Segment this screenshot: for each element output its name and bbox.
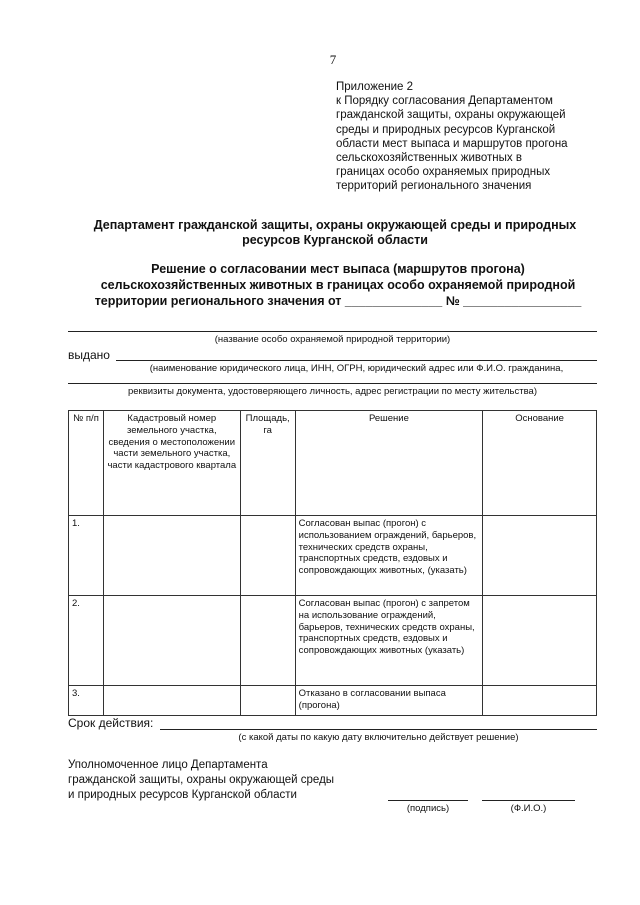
appendix-line: области мест выпаса и маршрутов прогона (336, 137, 568, 150)
row-number: 1. (69, 516, 104, 596)
territory-caption: (название особо охраняемой природной территории) (214, 334, 451, 345)
table-row (69, 596, 597, 686)
row-area (240, 686, 295, 716)
appendix-line: среды и природных ресурсов Курганской (336, 123, 556, 136)
row-number: 3. (69, 686, 104, 716)
row-cadastral (103, 686, 240, 716)
table-header-row (69, 411, 597, 516)
validity-line (160, 729, 597, 730)
authorized-line: гражданской защиты, охраны окружающей среды (68, 774, 335, 786)
signature-line (388, 800, 468, 801)
row-basis (483, 516, 597, 596)
authorized-line: и природных ресурсов Курганской области (68, 789, 297, 801)
appendix-line: гражданской защиты, охраны окружающей (336, 109, 566, 122)
appendix-line: к Порядку согласования Департаментом (336, 95, 553, 108)
row-basis (483, 596, 597, 686)
authorized-line: Уполномоченное лицо Департамента (68, 759, 268, 771)
decision-line: территории регионального значения от ______________ № _________________ (94, 294, 582, 308)
page-number: 7 (329, 52, 337, 67)
table-row (69, 516, 597, 596)
table-row (69, 686, 597, 716)
row-cadastral (103, 596, 240, 686)
appendix-title: Приложение 2 (336, 81, 414, 93)
header-basis: Основание (483, 411, 597, 516)
row-decision: Согласован выпас (прогон) с использованием ограждений, барьеров, технических средств охраны, транспортных средств, ездовых и сопровождающих животных, (указать) (295, 516, 483, 596)
row-basis (483, 686, 597, 716)
header-area: Площадь, га (240, 411, 295, 516)
territory-name-line (68, 331, 597, 332)
appendix-line: границах особо охраняемых природных (336, 166, 551, 179)
appendix-line: сельскохозяйственных животных в (336, 152, 522, 165)
decision-title (68, 261, 608, 309)
appendix-line: территорий регионального значения (336, 180, 532, 193)
row-area (240, 596, 295, 686)
organization-line: Департамент гражданской защиты, охраны окружающей среды и природных (93, 218, 577, 232)
row-number: 2. (69, 596, 104, 686)
decision-line: Решение о согласовании мест выпаса (маршрутов прогона) (151, 262, 525, 276)
issued-line (116, 360, 597, 361)
name-caption: (Ф.И.О.) (510, 803, 547, 814)
row-decision: Согласован выпас (прогон) с запретом на использование ограждений, барьеров, технических средств охраны, транспортных средств, ездовых и сопровождающих животных (указать) (295, 596, 483, 686)
document-line (68, 383, 597, 384)
signature-caption: (подпись) (406, 803, 450, 814)
appendix-block (336, 80, 626, 194)
validity-label: Срок действия: (68, 716, 154, 730)
document-caption: реквизиты документа, удостоверяющего личность, адрес регистрации по месту жительства) (127, 386, 537, 397)
row-area (240, 516, 295, 596)
header-cadastral: Кадастровый номер земельного участка, сведения о местоположении части земельного участка, части кадастрового квартала (103, 411, 240, 516)
header-number: № п/п (69, 411, 104, 516)
name-line (482, 800, 575, 801)
issued-caption: (наименование юридического лица, ИНН, ОГРН, юридический адрес или Ф.И.О. гражданина, (149, 363, 564, 374)
organization-title (70, 218, 600, 248)
row-decision: Отказано в согласовании выпаса (прогона) (295, 686, 483, 716)
row-cadastral (103, 516, 240, 596)
organization-line: ресурсов Курганской области (242, 233, 428, 247)
header-decision: Решение (295, 411, 483, 516)
validity-caption: (с какой даты по какую дату включительно действует решение) (238, 732, 519, 743)
authorized-person-block (68, 758, 388, 803)
decision-line: сельскохозяйственных животных в границах особо охраняемой природной (100, 278, 576, 292)
issued-label: выдано (68, 348, 110, 362)
decision-table (68, 410, 597, 716)
